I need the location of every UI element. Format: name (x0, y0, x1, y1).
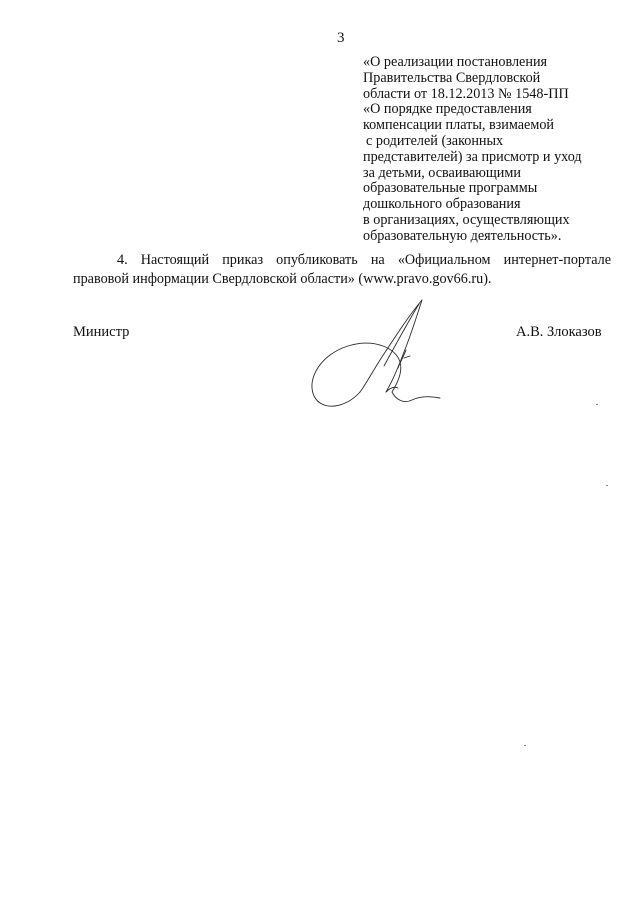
reference-line: «О порядке предоставления (363, 101, 532, 118)
reference-line: Правительства Свердловской (363, 69, 541, 86)
document-reference-block (363, 55, 613, 245)
paragraph-line: 4. Настоящий приказ опубликовать на «Официальном интернет-портале (117, 252, 611, 268)
reference-line: компенсации платы, взимаемой (363, 117, 555, 134)
handwritten-signature (300, 292, 460, 422)
signer-name: А.В. Злоказов (516, 324, 602, 340)
reference-line: образовательную деятельность». (363, 227, 562, 244)
reference-line: образовательные программы (363, 180, 538, 197)
reference-line: за детьми, осваивающими (363, 164, 521, 181)
page-number: 3 (337, 30, 345, 46)
reference-line: «О реализации постановления (363, 54, 548, 70)
signer-title: Министр (73, 324, 130, 340)
scan-speck (596, 404, 598, 405)
reference-line: с родителей (законных (366, 132, 504, 149)
scan-speck (606, 485, 608, 486)
reference-line: в организациях, осуществляющих (363, 211, 570, 228)
paragraph-line: правовой информации Свердловской области» (www.pravo.gov66.ru). (73, 271, 492, 287)
reference-line: представителей) за присмотр и уход (363, 148, 582, 165)
scan-speck (524, 745, 526, 746)
publication-paragraph (73, 251, 611, 289)
reference-line: дошкольного образования (363, 196, 521, 213)
reference-line: области от 18.12.2013 № 1548-ПП (363, 85, 569, 102)
